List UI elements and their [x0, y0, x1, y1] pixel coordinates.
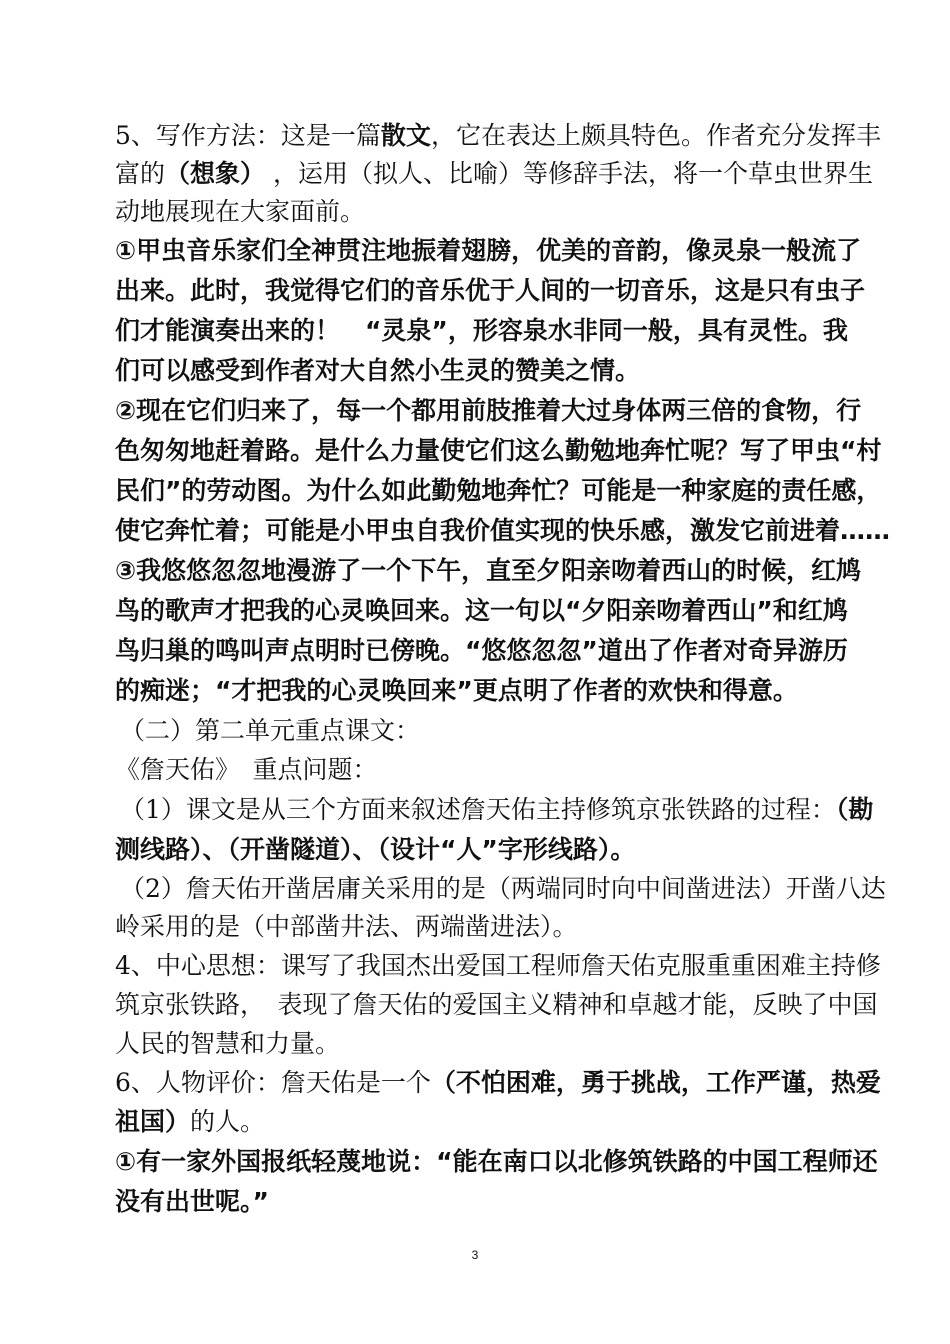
- quote-2-line2: 色匆匆地赶着路。是什么力量使它们这么勤勉地奔忙呢？写了甲虫“村: [115, 436, 882, 465]
- paragraph-writing-method-line1: 5、写作方法：这是一篇散文，它在表达上颇具特色。作者充分发挥丰: [115, 121, 881, 150]
- lesson-title-zhan-tianyou: 《詹天佑》 重点问题：: [115, 755, 378, 784]
- character-evaluation-line2: 祖国）的人。: [115, 1107, 266, 1136]
- quote-3-line3: 鸟归巢的鸣叫声点明时已傍晚。“悠悠忽忽”道出了作者对奇异游历: [115, 636, 848, 665]
- section-heading-unit2: （二）第二单元重点课文：: [120, 716, 421, 745]
- quote-1-line1: ①甲虫音乐家们全神贯注地振着翅膀，优美的音韵，像灵泉一般流了: [115, 236, 862, 265]
- quote-4-line1: ①有一家外国报纸轻蔑地说：“能在南口以北修筑铁路的中国工程师还: [115, 1147, 878, 1176]
- quote-2-line4: 使它奔忙着；可能是小甲虫自我价值实现的快乐感，激发它前进着……: [115, 516, 891, 545]
- central-idea-line2: 筑京张铁路， 表现了詹天佑的爱国主义精神和卓越才能，反映了中国: [115, 990, 878, 1019]
- quote-3-line4: 的痴迷；“才把我的心灵唤回来”更点明了作者的欢快和得意。: [115, 676, 798, 705]
- quote-2-line3: 民们”的劳动图。为什么如此勤勉地奔忙？可能是一种家庭的责任感，: [115, 476, 882, 505]
- quote-1-line2: 出来。此时，我觉得它们的音乐优于人间的一切音乐，这是只有虫子: [115, 276, 866, 305]
- paragraph-writing-method-line3: 动地展现在大家面前。: [115, 197, 366, 226]
- central-idea-line1: 4、中心思想：课写了我国杰出爱国工程师詹天佑克服重重困难主持修: [115, 951, 881, 980]
- character-evaluation-line1: 6、人物评价：詹天佑是一个（不怕困难，勇于挑战，工作严谨，热爱: [115, 1068, 881, 1097]
- quote-1-line4: 们可以感受到作者对大自然小生灵的赞美之情。: [115, 356, 641, 385]
- quote-3-line1: ③我悠悠忽忽地漫游了一个下午，直至夕阳亲吻着西山的时候，红鸠: [115, 556, 862, 585]
- quote-3-line2: 鸟的歌声才把我的心灵唤回来。这一句以“夕阳亲吻着西山”和红鸠: [115, 596, 848, 625]
- central-idea-line3: 人民的智慧和力量。: [115, 1029, 341, 1058]
- question-2-line1: （2）詹天佑开凿居庸关采用的是（两端同时向中间凿进法）开凿八达: [120, 874, 886, 903]
- question-2-line2: 岭采用的是（中部凿井法、两端凿进法）。: [115, 912, 578, 941]
- paragraph-writing-method-line2: 富的（想象） ，运用（拟人、比喻）等修辞手法，将一个草虫世界生: [115, 159, 873, 188]
- quote-2-line1: ②现在它们归来了，每一个都用前肢推着大过身体两三倍的食物，行: [115, 396, 862, 425]
- quote-4-line2: 没有出世呢。”: [115, 1187, 269, 1216]
- question-1-line1: （1）课文是从三个方面来叙述詹天佑主持修筑京张铁路的过程：（勘: [120, 795, 874, 824]
- page-number: 3: [471, 1248, 479, 1262]
- quote-1-line3: 们才能演奏出来的！ “灵泉”，形容泉水非同一般，具有灵性。我: [115, 316, 848, 345]
- question-1-line2: 测线路）、（开凿隧道）、（设计“人”字形线路）。: [115, 835, 636, 864]
